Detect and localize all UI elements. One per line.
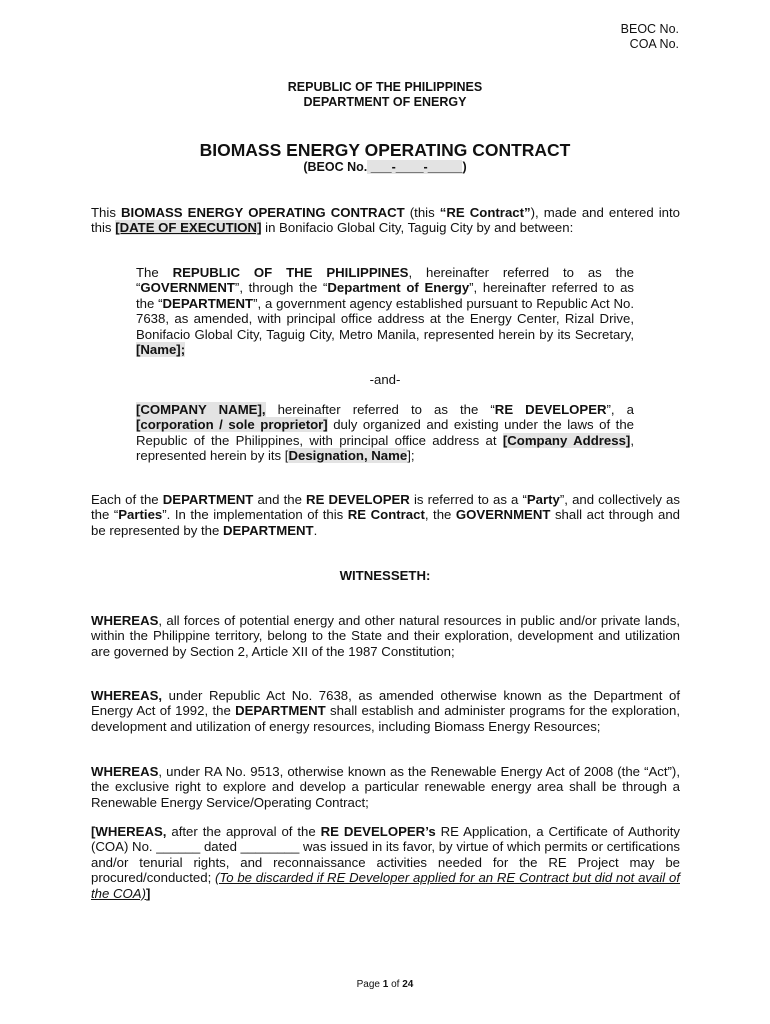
- date-of-execution-placeholder: [DATE OF EXECUTION]: [115, 220, 262, 236]
- intro-text: ), made and entered into this: [91, 205, 680, 236]
- entity-type-placeholder: [corporation / sole proprietor]: [136, 417, 328, 433]
- body-text: , all forces of potential energy and other natural resources in public and/or private lands, within the Philippine territory, belong to the State and their exploration, development and utilization are governed by Section 2, Article XII of the 1987 Constitution;: [91, 613, 680, 659]
- party-text: hereinafter referred to as the “: [265, 402, 495, 417]
- whereas-term: WHEREAS,: [91, 688, 163, 703]
- defined-term: Party: [526, 492, 560, 507]
- body-text: , under RA No. 9513, otherwise known as the Renewable Energy Act of 2008 (the “Act”), the exclusive right to explore and develop a particular renewable energy area shall be through a Renewable Energy Service/Operating Contract;: [91, 764, 680, 810]
- party-term: RE DEVELOPER: [494, 402, 607, 417]
- contract-number-prefix: (BEOC No.: [303, 160, 368, 174]
- body-text: ”, and collectively as the “: [91, 492, 680, 523]
- page-of-label: of: [391, 979, 400, 990]
- party-term: REPUBLIC OF THE PHILIPPINES: [172, 265, 409, 280]
- party-term: DEPARTMENT: [162, 295, 254, 311]
- intro-text: This: [91, 205, 122, 220]
- closing-bracket: ]: [145, 885, 151, 901]
- defined-term: DEPARTMENT: [222, 522, 314, 538]
- party-text: ”, a: [606, 402, 634, 417]
- intro-contract-name: BIOMASS ENERGY OPERATING CONTRACT: [121, 205, 405, 220]
- defined-term: RE DEVELOPER: [306, 492, 410, 507]
- defined-term: Parties: [118, 507, 163, 523]
- party-text: ”, a government agency established pursuant to Republic Act No. 7638, as amended, with principal office address at the Energy Center, Rizal Drive, Bonifacio Global City, Taguig City, Metro Manila, represented herein by its Secretary,: [136, 295, 634, 342]
- defined-term: RE DEVELOPER’s: [320, 824, 436, 839]
- body-text: .: [313, 522, 318, 538]
- body-text: is referred to as a “: [409, 492, 527, 507]
- party-text: The: [136, 265, 173, 280]
- page-number: 1: [382, 979, 389, 990]
- party-text: , hereinafter referred to as the “: [136, 265, 634, 296]
- party-government-paragraph: [136, 265, 634, 357]
- contract-number-blank: ___-____-_____: [367, 160, 463, 174]
- intro-re-contract: “RE Contract”: [439, 205, 531, 220]
- body-text: , the: [424, 507, 456, 523]
- intro-paragraph: [91, 205, 680, 236]
- page-footer: [0, 979, 770, 991]
- department-heading: DEPARTMENT OF ENERGY: [303, 95, 467, 109]
- coa-number-label: COA No.: [629, 37, 679, 51]
- and-separator: -and-: [369, 372, 401, 387]
- page-total: 24: [402, 979, 414, 990]
- discard-note: (To be discarded if RE Developer applied for an RE Contract but did not avail of the COA): [91, 870, 680, 901]
- whereas-paragraph-3: [91, 764, 680, 810]
- body-text: ”. In the implementation of this: [162, 507, 348, 523]
- body-text: RE Application, a Certificate of Authority (COA) No. ______ dated ________ was issued in its favor, by virtue of which permits or certifications and/or tenurial rights, and reconnaissance activities needed for the RE Project may be procured/conducted;: [91, 824, 681, 886]
- party-text: ”, through the “: [234, 280, 328, 296]
- party-developer-paragraph: [136, 402, 634, 464]
- party-text: ”, hereinafter referred to as the “: [136, 280, 634, 311]
- defined-term: DEPARTMENT: [162, 492, 254, 507]
- intro-text: in Bonifacio Global City, Taguig City by and between:: [261, 220, 574, 236]
- contract-title: BIOMASS ENERGY OPERATING CONTRACT: [199, 140, 571, 160]
- secretary-name-placeholder: [Name];: [136, 342, 186, 358]
- contract-number-suffix: ): [462, 160, 467, 174]
- witnesseth-heading: WITNESSETH:: [339, 568, 431, 583]
- intro-text: (this: [404, 205, 440, 220]
- party-term: Department of Energy: [327, 280, 470, 296]
- defined-term: GOVERNMENT: [455, 507, 551, 523]
- designation-name-placeholder: Designation, Name: [288, 448, 408, 464]
- whereas-paragraph-4: [91, 824, 680, 901]
- body-text: shall act through and be represented by the: [91, 507, 681, 538]
- defined-term: RE Contract: [347, 507, 425, 523]
- body-text: Each of the: [91, 492, 163, 507]
- defined-term: DEPARTMENT: [235, 703, 326, 719]
- whereas-paragraph-1: [91, 613, 680, 659]
- whereas-term: [WHEREAS,: [91, 824, 167, 839]
- party-text: ];: [407, 448, 415, 464]
- page-label: Page: [356, 979, 380, 990]
- party-term: GOVERNMENT: [140, 280, 235, 296]
- parties-definition-paragraph: [91, 492, 680, 538]
- republic-heading: REPUBLIC OF THE PHILIPPINES: [287, 80, 483, 94]
- contract-number-line: [0, 159, 770, 175]
- body-text: under Republic Act No. 7638, as amended otherwise known as the Department of Energy Act of 1992, the: [91, 688, 680, 719]
- party-text: duly organized and existing under the laws of the Republic of the Philippines, with principal office address at: [136, 417, 634, 448]
- body-text: after the approval of the: [166, 824, 321, 839]
- company-address-placeholder: [Company Address]: [502, 432, 631, 448]
- party-text: , represented herein by its [: [136, 432, 634, 464]
- whereas-paragraph-2: [91, 688, 680, 734]
- body-text: and the: [253, 492, 307, 507]
- company-name-placeholder: [COMPANY NAME],: [136, 402, 266, 417]
- beoc-number-label: BEOC No.: [620, 22, 679, 36]
- whereas-term: WHEREAS: [91, 613, 159, 628]
- whereas-term: WHEREAS: [91, 764, 159, 779]
- body-text: shall establish and administer programs for the exploration, development and utilization of energy resources, including Biomass Energy Resources;: [91, 703, 680, 734]
